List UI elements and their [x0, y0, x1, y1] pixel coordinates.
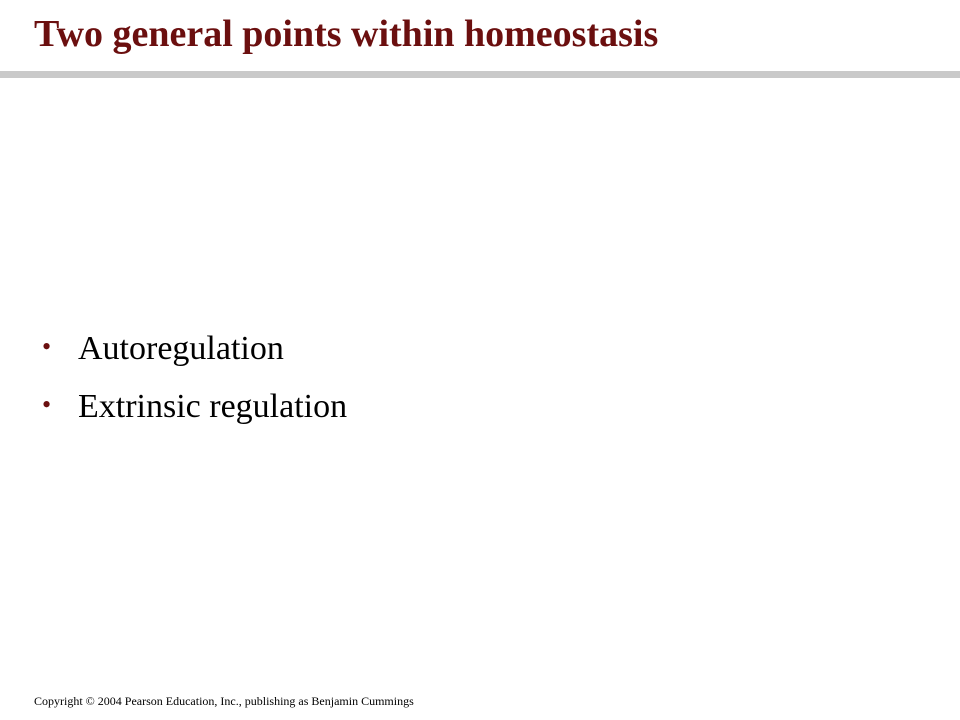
- slide-title: Two general points within homeostasis: [34, 13, 659, 55]
- bullet-text: Autoregulation: [78, 330, 284, 367]
- bullet-icon: •: [42, 332, 52, 361]
- title-divider: [0, 71, 960, 78]
- bullet-list: [42, 330, 347, 446]
- list-item: [42, 330, 347, 388]
- bullet-icon: •: [42, 390, 52, 419]
- copyright-footer: Copyright © 2004 Pearson Education, Inc., publishing as Benjamin Cummings: [34, 694, 414, 708]
- bullet-text: Extrinsic regulation: [78, 388, 348, 425]
- list-item: [42, 388, 347, 446]
